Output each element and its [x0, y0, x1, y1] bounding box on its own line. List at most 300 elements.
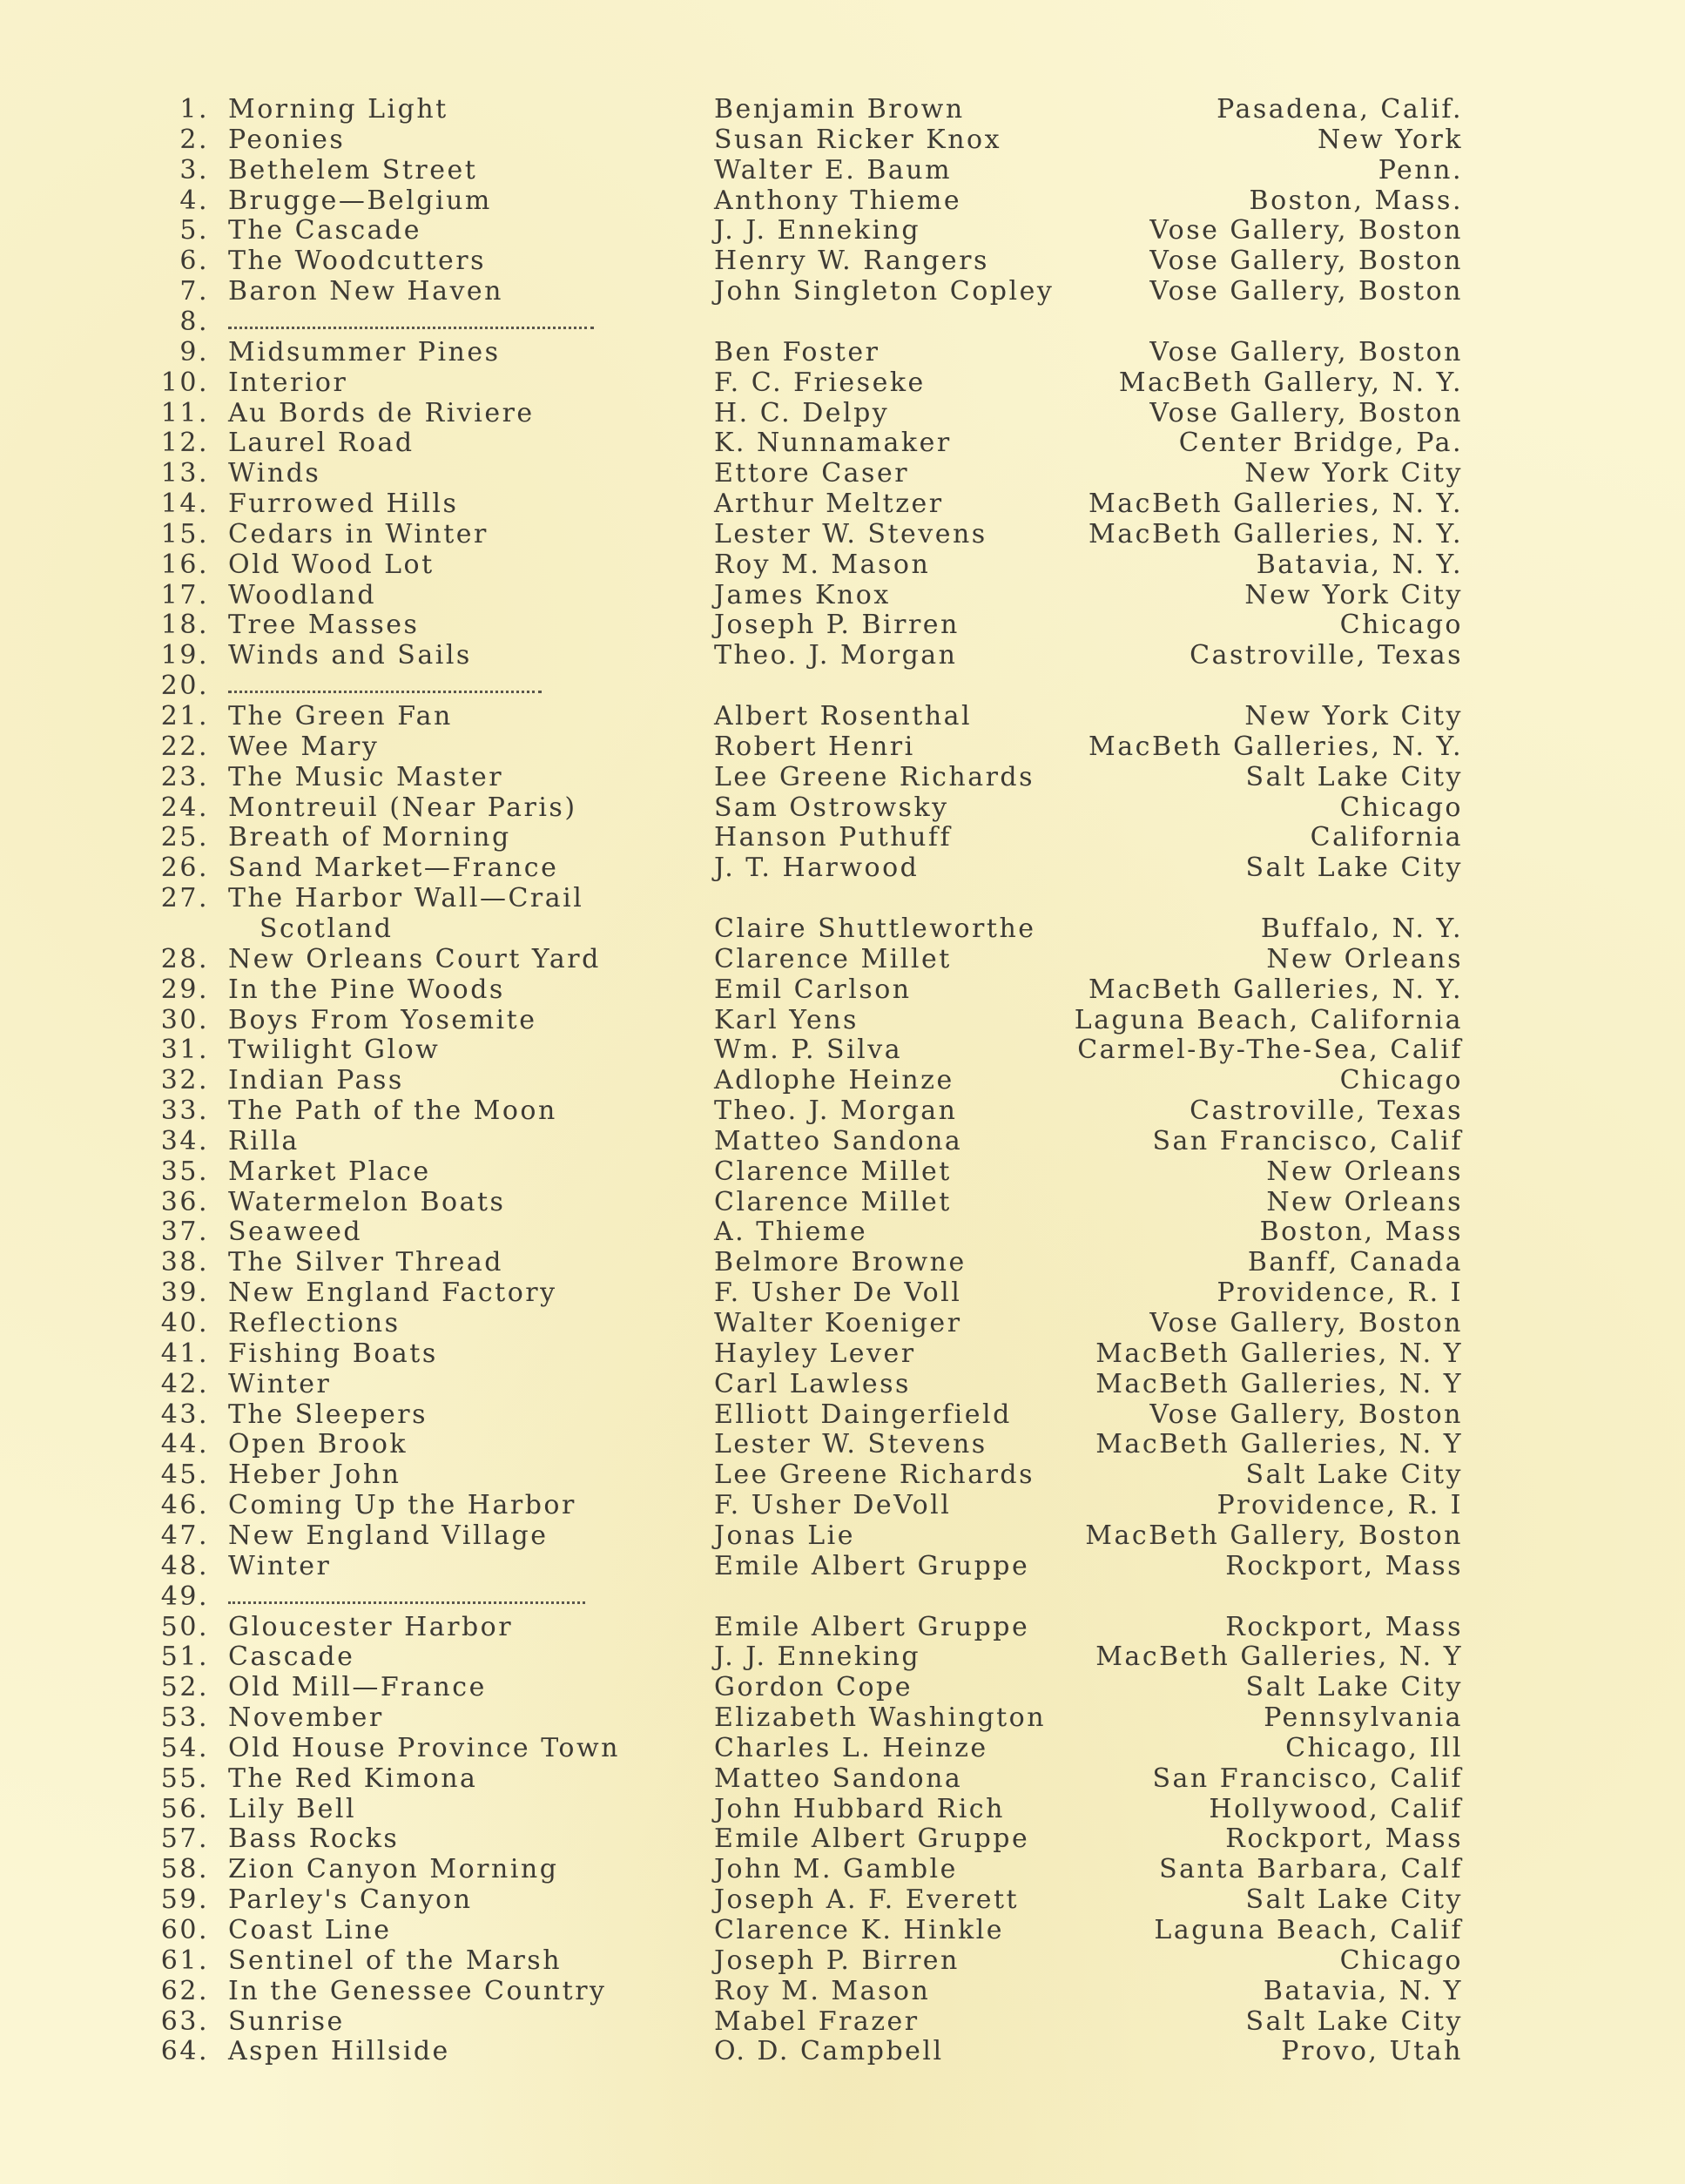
entry-number: 6.: [179, 246, 209, 277]
entry-number: 63.: [160, 2005, 209, 2037]
entry-location: Vose Gallery, Boston: [1149, 1308, 1463, 1338]
catalog-entry: [0, 974, 1685, 1005]
entry-location: Vose Gallery, Boston: [1149, 276, 1463, 307]
entry-artist: Gordon Cope: [714, 1672, 913, 1703]
entry-location: Vose Gallery, Boston: [1149, 1399, 1463, 1430]
entry-title: New Orleans Court Yard: [228, 943, 601, 974]
entry-location: Salt Lake City: [1245, 2005, 1463, 2037]
entry-number: 58.: [160, 1854, 209, 1885]
catalog-entry: [0, 1520, 1685, 1551]
entry-artist: Hanson Puthuff: [714, 822, 953, 853]
entry-number: 43.: [160, 1399, 209, 1430]
entry-artist: F. Usher DeVoll: [714, 1490, 952, 1521]
catalog-entry: [0, 762, 1685, 792]
entry-artist: K. Nunnamaker: [714, 428, 952, 459]
entry-artist: Hayley Lever: [714, 1338, 916, 1369]
entry-location: Provo, Utah: [1281, 2036, 1463, 2067]
catalog-entry: [0, 549, 1685, 580]
entry-title: The Silver Thread: [228, 1247, 503, 1278]
entry-title: Laurel Road: [228, 428, 415, 459]
entry-location: Batavia, N. Y.: [1256, 549, 1463, 580]
catalog-entry: [0, 1976, 1685, 2006]
entry-number: 54.: [160, 1732, 209, 1763]
entry-artist: Emile Albert Gruppe: [714, 1823, 1030, 1855]
catalog-entry: [0, 701, 1685, 731]
entry-title: Old Mill—France: [228, 1672, 487, 1703]
catalog-entry: [0, 215, 1685, 246]
entry-artist: J. J. Enneking: [714, 1641, 921, 1673]
entry-number: 47.: [160, 1520, 209, 1551]
entry-title: Sentinel of the Marsh: [228, 1945, 563, 1976]
entry-number: 8.: [179, 306, 209, 337]
catalog-entry: [0, 610, 1685, 640]
entry-title: Open Brook: [228, 1429, 408, 1460]
entry-title: Winds: [228, 458, 321, 489]
entry-artist: Elizabeth Washington: [714, 1702, 1047, 1734]
entry-title: Winter: [228, 1368, 332, 1399]
entry-title: Coming Up the Harbor: [228, 1490, 576, 1521]
entry-artist: Karl Yens: [714, 1004, 859, 1035]
entry-artist: O. D. Campbell: [714, 2036, 944, 2067]
entry-artist: John Singleton Copley: [714, 276, 1055, 307]
entry-number: 18.: [160, 610, 209, 641]
entry-title: Scotland: [259, 913, 394, 944]
catalog-entry: [0, 1733, 1685, 1763]
entry-number: 36.: [160, 1186, 209, 1217]
entry-number: 25.: [160, 822, 209, 853]
catalog-entry: [0, 1763, 1685, 1794]
entry-number: 52.: [160, 1672, 209, 1703]
catalog-entry: [0, 913, 1685, 944]
entry-title: Old House Province Town: [228, 1732, 620, 1763]
entry-artist: Roy M. Mason: [714, 1975, 931, 2006]
entry-artist: Theo. J. Morgan: [714, 1095, 958, 1127]
catalog-entry: [0, 337, 1685, 367]
entry-artist: Joseph P. Birren: [714, 610, 960, 641]
entry-number: 38.: [160, 1247, 209, 1278]
catalog-entry: [0, 1915, 1685, 1945]
catalog-entry-blank: [0, 671, 1685, 701]
catalog-entry: [0, 125, 1685, 155]
entry-location: Laguna Beach, California: [1074, 1004, 1463, 1035]
entry-number: 34.: [160, 1125, 209, 1156]
entry-title: Winds and Sails: [228, 640, 472, 671]
entry-number: 31.: [160, 1035, 209, 1066]
catalog-entry-blank: [0, 307, 1685, 337]
catalog-entry: [0, 1369, 1685, 1399]
catalog-entry: [0, 519, 1685, 549]
entry-title: Gloucester Harbor: [228, 1611, 514, 1642]
entry-location: Vose Gallery, Boston: [1149, 336, 1463, 367]
entry-location: Chicago: [1339, 610, 1463, 641]
catalog-list: [0, 94, 1685, 2167]
entry-location: California: [1310, 822, 1463, 853]
entry-location: New York City: [1244, 701, 1463, 731]
entry-number: 3.: [179, 154, 209, 185]
entry-title: Woodland: [228, 579, 377, 610]
entry-title: The Music Master: [228, 761, 504, 792]
entry-location: Center Bridge, Pa.: [1178, 428, 1463, 459]
catalog-entry: [0, 640, 1685, 671]
catalog-entry: [0, 944, 1685, 974]
entry-location: New York: [1318, 124, 1463, 155]
entry-location: San Francisco, Calif: [1152, 1763, 1463, 1794]
entry-artist: Clarence K. Hinkle: [714, 1915, 1005, 1945]
entry-title: In the Genessee Country: [228, 1975, 607, 2006]
entry-title: Market Place: [228, 1156, 431, 1187]
entry-artist: Lee Greene Richards: [714, 761, 1035, 792]
catalog-entry: [0, 1247, 1685, 1277]
entry-number: 59.: [160, 1884, 209, 1916]
catalog-entry: [0, 2036, 1685, 2066]
entry-title: The Woodcutters: [228, 246, 486, 277]
entry-number: 22.: [160, 731, 209, 762]
catalog-entry: [0, 1277, 1685, 1308]
entry-title: Indian Pass: [228, 1065, 404, 1096]
entry-title: Au Bords de Riviere: [228, 397, 535, 428]
entry-number: 37.: [160, 1217, 209, 1248]
entry-location: MacBeth Galleries, N. Y: [1095, 1641, 1463, 1673]
catalog-entry: [0, 1823, 1685, 1854]
entry-artist: James Knox: [714, 579, 891, 610]
entry-location: Castroville, Texas: [1190, 1095, 1463, 1127]
catalog-entry: [0, 1551, 1685, 1581]
entry-location: Chicago, Ill: [1285, 1732, 1463, 1763]
entry-location: Penn.: [1378, 154, 1463, 185]
entry-number: 1.: [179, 94, 209, 125]
catalog-entry: [0, 276, 1685, 307]
entry-location: Salt Lake City: [1245, 1672, 1463, 1703]
entry-artist: Henry W. Rangers: [714, 246, 989, 277]
entry-title: Sunrise: [228, 2005, 345, 2037]
entry-number: 55.: [160, 1763, 209, 1794]
entry-number: 13.: [160, 458, 209, 489]
entry-artist: Lee Greene Richards: [714, 1459, 1035, 1491]
entry-artist: Lester W. Stevens: [714, 1429, 987, 1460]
entry-number: 23.: [160, 761, 209, 792]
entry-artist: J. T. Harwood: [714, 853, 920, 884]
entry-location: New Orleans: [1266, 1186, 1463, 1217]
entry-location: Banff, Canada: [1247, 1247, 1463, 1278]
entry-location: Castroville, Texas: [1190, 640, 1463, 671]
entry-title: Old Wood Lot: [228, 549, 435, 580]
entry-artist: Clarence Millet: [714, 1156, 952, 1187]
entry-artist: Matteo Sandona: [714, 1125, 963, 1156]
entry-number: 9.: [179, 336, 209, 367]
catalog-entry: [0, 1217, 1685, 1247]
entry-artist: Clarence Millet: [714, 1186, 952, 1217]
entry-location: MacBeth Galleries, N. Y: [1095, 1429, 1463, 1460]
entry-location: MacBeth Galleries, N. Y.: [1089, 731, 1463, 762]
entry-artist: Emile Albert Gruppe: [714, 1611, 1030, 1642]
entry-location: Pennsylvania: [1264, 1702, 1463, 1734]
catalog-entry: [0, 1065, 1685, 1095]
entry-title: Montreuil (Near Paris): [228, 792, 577, 823]
entry-number: 53.: [160, 1702, 209, 1734]
entry-title: Cedars in Winter: [228, 518, 489, 549]
entry-location: MacBeth Galleries, N. Y.: [1089, 518, 1463, 549]
entry-number: 12.: [160, 428, 209, 459]
entry-title: Tree Masses: [228, 610, 420, 641]
entry-number: 4.: [179, 185, 209, 216]
entry-location: Rockport, Mass: [1225, 1823, 1463, 1855]
entry-title: Bass Rocks: [228, 1823, 400, 1855]
entry-number: 60.: [160, 1915, 209, 1945]
entry-title: Sand Market—France: [228, 853, 559, 884]
catalog-entry: [0, 1035, 1685, 1065]
entry-number: 41.: [160, 1338, 209, 1369]
entry-number: 17.: [160, 579, 209, 610]
entry-number: 28.: [160, 943, 209, 974]
entry-title: Brugge—Belgium: [228, 185, 492, 216]
entry-title: Watermelon Boats: [228, 1186, 506, 1217]
entry-artist: Lester W. Stevens: [714, 518, 987, 549]
entry-title: Reflections: [228, 1308, 401, 1338]
catalog-entry: [0, 1126, 1685, 1156]
entry-artist: Emil Carlson: [714, 974, 912, 1005]
entry-number: 11.: [160, 397, 209, 428]
catalog-entry: [0, 1338, 1685, 1369]
entry-location: Boston, Mass: [1259, 1217, 1463, 1248]
catalog-entry: [0, 398, 1685, 428]
entry-location: New Orleans: [1266, 1156, 1463, 1187]
entry-number: 61.: [160, 1945, 209, 1976]
entry-number: 40.: [160, 1308, 209, 1338]
catalog-entry: [0, 1884, 1685, 1915]
entry-title: The Sleepers: [228, 1399, 428, 1430]
entry-title: Twilight Glow: [228, 1035, 441, 1066]
entry-title: Cascade: [228, 1641, 355, 1673]
entry-title: In the Pine Woods: [228, 974, 505, 1005]
entry-location: Vose Gallery, Boston: [1149, 246, 1463, 277]
entry-number: 20.: [160, 671, 209, 702]
entry-number: 64.: [160, 2036, 209, 2067]
entry-artist: H. C. Delpy: [714, 397, 890, 428]
blank-title-line: [228, 327, 594, 329]
entry-artist: Benjamin Brown: [714, 94, 965, 125]
entry-artist: Clarence Millet: [714, 943, 952, 974]
catalog-entry: [0, 1945, 1685, 1976]
entry-title: Peonies: [228, 124, 346, 155]
entry-title: Morning Light: [228, 94, 448, 125]
catalog-entry: [0, 1702, 1685, 1733]
entry-artist: Joseph A. F. Everett: [714, 1884, 1020, 1916]
entry-artist: Sam Ostrowsky: [714, 792, 949, 823]
catalog-entry: [0, 1005, 1685, 1035]
entry-title: New England Village: [228, 1520, 549, 1551]
entry-number: 7.: [179, 276, 209, 307]
catalog-entry: [0, 94, 1685, 125]
entry-location: Laguna Beach, Calif: [1154, 1915, 1463, 1945]
entry-number: 29.: [160, 974, 209, 1005]
entry-location: MacBeth Gallery, Boston: [1085, 1520, 1463, 1551]
catalog-entry: [0, 1156, 1685, 1187]
entry-location: Salt Lake City: [1245, 1459, 1463, 1491]
entry-location: Batavia, N. Y: [1263, 1975, 1463, 2006]
entry-artist: Walter Koeniger: [714, 1308, 962, 1338]
entry-number: 48.: [160, 1550, 209, 1581]
catalog-entry: [0, 428, 1685, 458]
entry-artist: Carl Lawless: [714, 1368, 911, 1399]
entry-location: MacBeth Gallery, N. Y.: [1118, 367, 1463, 398]
catalog-entry: [0, 1794, 1685, 1824]
entry-artist: Walter E. Baum: [714, 154, 953, 185]
entry-artist: John Hubbard Rich: [714, 1793, 1005, 1824]
catalog-entry: [0, 1429, 1685, 1459]
catalog-entry: [0, 1459, 1685, 1490]
catalog-entry: [0, 489, 1685, 519]
entry-artist: John M. Gamble: [714, 1854, 958, 1885]
entry-number: 27.: [160, 883, 209, 914]
catalog-entry-blank: [0, 1581, 1685, 1612]
entry-artist: Emile Albert Gruppe: [714, 1550, 1030, 1581]
entry-location: Providence, R. I: [1217, 1277, 1463, 1309]
entry-title: Boys From Yosemite: [228, 1004, 537, 1035]
entry-number: 16.: [160, 549, 209, 580]
entry-number: 5.: [179, 215, 209, 246]
entry-location: Chicago: [1339, 1945, 1463, 1976]
entry-location: MacBeth Galleries, N. Y.: [1089, 974, 1463, 1005]
entry-title: Seaweed: [228, 1217, 363, 1248]
catalog-entry: [0, 367, 1685, 398]
catalog-entry: [0, 1308, 1685, 1338]
entry-artist: F. Usher De Voll: [714, 1277, 962, 1309]
entry-number: 15.: [160, 518, 209, 549]
catalog-entry: [0, 185, 1685, 216]
entry-location: Chicago: [1339, 1065, 1463, 1096]
entry-number: 42.: [160, 1368, 209, 1399]
entry-artist: Joseph P. Birren: [714, 1945, 960, 1976]
catalog-entry: [0, 792, 1685, 823]
entry-location: New York City: [1244, 579, 1463, 610]
catalog-entry: [0, 1095, 1685, 1126]
entry-location: Pasadena, Calif.: [1217, 94, 1463, 125]
entry-artist: Matteo Sandona: [714, 1763, 963, 1794]
entry-artist: Elliott Daingerfield: [714, 1399, 1012, 1430]
entry-location: MacBeth Galleries, N. Y.: [1089, 489, 1463, 520]
catalog-entry: [0, 883, 1685, 913]
entry-number: 35.: [160, 1156, 209, 1187]
entry-number: 57.: [160, 1823, 209, 1855]
entry-number: 44.: [160, 1429, 209, 1460]
entry-location: Buffalo, N. Y.: [1260, 913, 1463, 944]
catalog-entry: [0, 1641, 1685, 1672]
entry-location: New Orleans: [1266, 943, 1463, 974]
entry-artist: Ben Foster: [714, 336, 880, 367]
catalog-entry: [0, 580, 1685, 610]
entry-title: Midsummer Pines: [228, 336, 501, 367]
entry-artist: Robert Henri: [714, 731, 915, 762]
catalog-entry: [0, 1399, 1685, 1430]
entry-title: Furrowed Hills: [228, 489, 459, 520]
entry-artist: Albert Rosenthal: [714, 701, 973, 731]
entry-artist: Claire Shuttleworthe: [714, 913, 1036, 944]
catalog-entry: [0, 731, 1685, 762]
entry-number: 2.: [179, 124, 209, 155]
entry-title: Winter: [228, 1550, 332, 1581]
entry-title: November: [228, 1702, 384, 1734]
entry-artist: Susan Ricker Knox: [714, 124, 1002, 155]
entry-artist: A. Thieme: [714, 1217, 868, 1248]
entry-title: Bethelem Street: [228, 154, 478, 185]
entry-location: Rockport, Mass: [1225, 1611, 1463, 1642]
catalog-entry: [0, 458, 1685, 489]
entry-location: MacBeth Galleries, N. Y: [1095, 1368, 1463, 1399]
entry-title: Rilla: [228, 1125, 300, 1156]
entry-number: 51.: [160, 1641, 209, 1673]
entry-number: 24.: [160, 792, 209, 823]
entry-number: 39.: [160, 1277, 209, 1309]
entry-number: 46.: [160, 1490, 209, 1521]
entry-title: Zion Canyon Morning: [228, 1854, 559, 1885]
entry-location: Salt Lake City: [1245, 853, 1463, 884]
entry-number: 33.: [160, 1095, 209, 1127]
entry-title: The Path of the Moon: [228, 1095, 557, 1127]
entry-artist: F. C. Frieseke: [714, 367, 926, 398]
entry-title: Heber John: [228, 1459, 401, 1491]
entry-location: Vose Gallery, Boston: [1149, 397, 1463, 428]
catalog-entry: [0, 822, 1685, 853]
entry-artist: Mabel Frazer: [714, 2005, 920, 2037]
entry-artist: Anthony Thieme: [714, 185, 962, 216]
entry-location: MacBeth Galleries, N. Y: [1095, 1338, 1463, 1369]
entry-number: 19.: [160, 640, 209, 671]
entry-location: Santa Barbara, Calf: [1159, 1854, 1463, 1885]
entry-location: Vose Gallery, Boston: [1149, 215, 1463, 246]
catalog-entry: [0, 246, 1685, 276]
entry-location: Providence, R. I: [1217, 1490, 1463, 1521]
entry-number: 50.: [160, 1611, 209, 1642]
entry-location: Carmel-By-The-Sea, Calif: [1077, 1035, 1463, 1066]
entry-title: Interior: [228, 367, 348, 398]
entry-artist: Belmore Browne: [714, 1247, 967, 1278]
blank-title-line: [228, 691, 542, 693]
entry-title: Parley's Canyon: [228, 1884, 473, 1916]
entry-number: 30.: [160, 1004, 209, 1035]
entry-number: 49.: [160, 1581, 209, 1612]
entry-artist: Ettore Caser: [714, 458, 910, 489]
entry-artist: J. J. Enneking: [714, 215, 921, 246]
entry-number: 14.: [160, 489, 209, 520]
entry-artist: Wm. P. Silva: [714, 1035, 903, 1066]
catalog-entry: [0, 155, 1685, 185]
entry-number: 26.: [160, 853, 209, 884]
entry-location: Rockport, Mass: [1225, 1550, 1463, 1581]
entry-title: Aspen Hillside: [228, 2036, 450, 2067]
entry-title: Lily Bell: [228, 1793, 357, 1824]
entry-title: Wee Mary: [228, 731, 380, 762]
entry-location: New York City: [1244, 458, 1463, 489]
entry-number: 62.: [160, 1975, 209, 2006]
catalog-entry: [0, 1672, 1685, 1702]
entry-artist: Charles L. Heinze: [714, 1732, 988, 1763]
entry-location: Hollywood, Calif: [1209, 1793, 1463, 1824]
entry-location: San Francisco, Calif: [1152, 1125, 1463, 1156]
entry-title: The Red Kimona: [228, 1763, 478, 1794]
catalog-entry: [0, 1612, 1685, 1642]
catalog-entry: [0, 1187, 1685, 1217]
blank-title-line: [228, 1601, 585, 1604]
entry-title: Breath of Morning: [228, 822, 511, 853]
entry-number: 10.: [160, 367, 209, 398]
entry-number: 21.: [160, 701, 209, 731]
entry-location: Salt Lake City: [1245, 1884, 1463, 1916]
entry-number: 56.: [160, 1793, 209, 1824]
entry-title: New England Factory: [228, 1277, 557, 1309]
catalog-entry: [0, 1490, 1685, 1520]
entry-title: The Cascade: [228, 215, 422, 246]
entry-artist: Theo. J. Morgan: [714, 640, 958, 671]
